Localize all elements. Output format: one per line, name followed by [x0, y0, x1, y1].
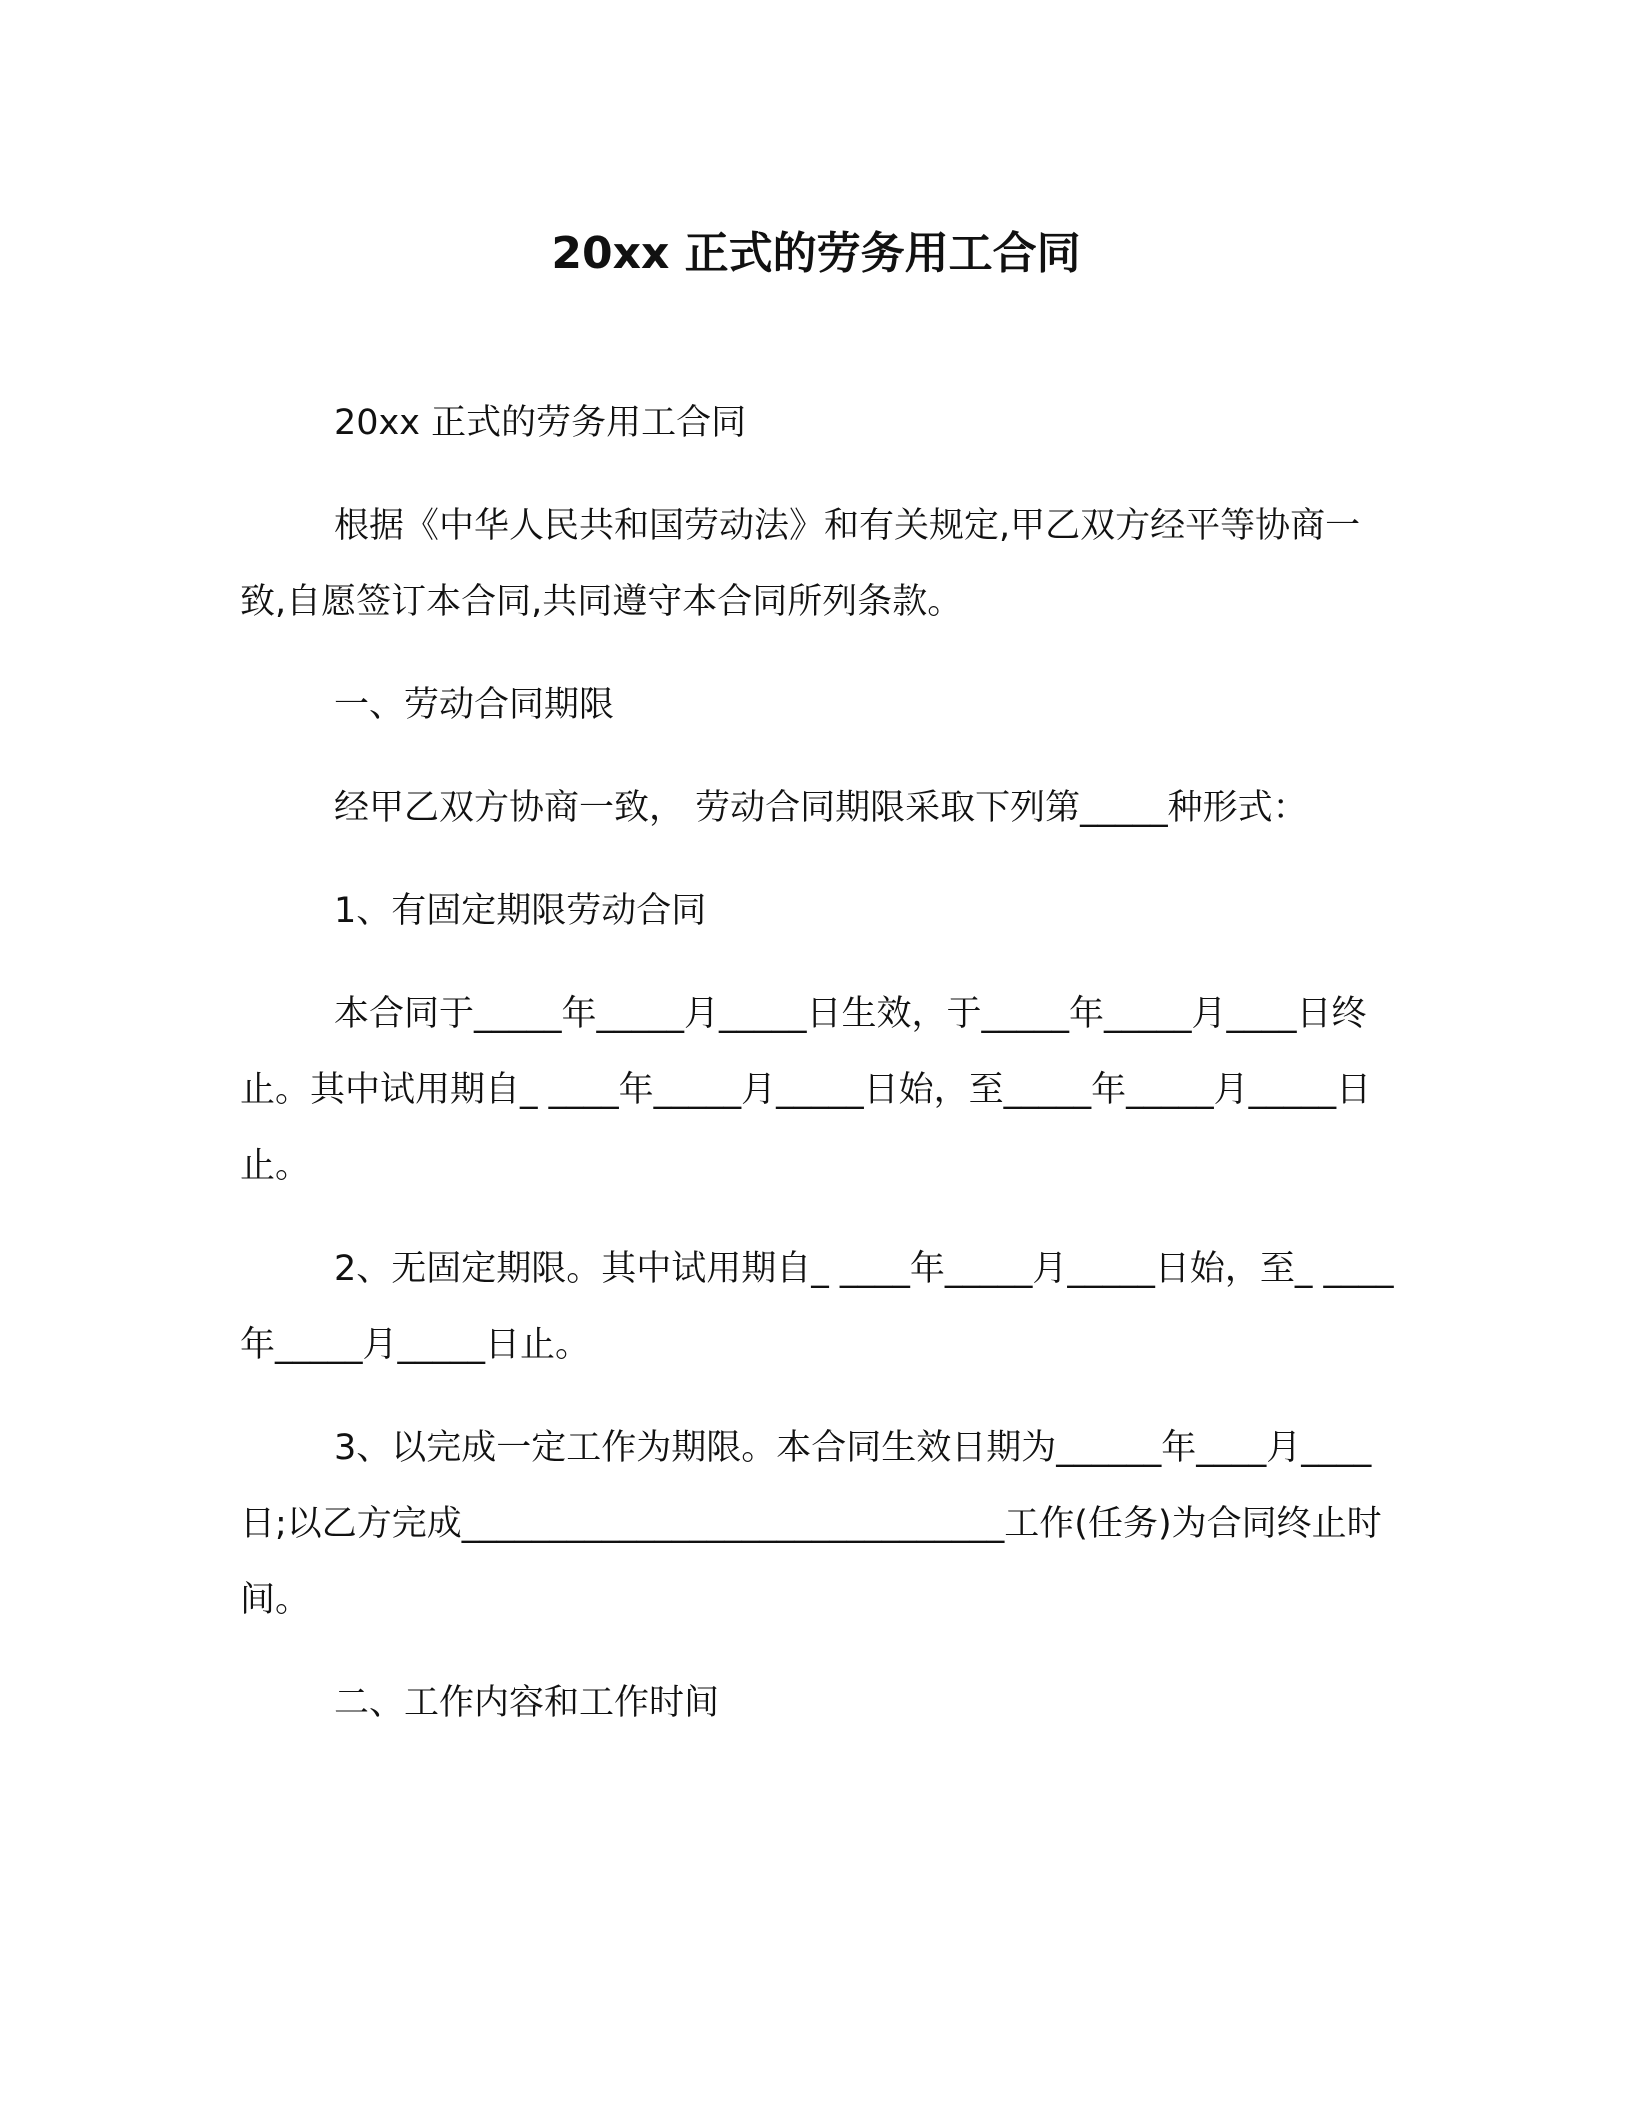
- fixed-term-heading: 1、有固定期限劳动合同: [334, 891, 707, 931]
- fixed-term-dates-paragraph: 本合同于_____年_____月_____日生效，于_____年_____月____日终止。其中试用期自_ ____年_____月_____日始，至_____年_____月_____日止。: [240, 994, 1372, 1186]
- document-body: [240, 385, 1400, 1768]
- section-heading-work-content: 二、工作内容和工作时间: [334, 1683, 720, 1723]
- contract-form-paragraph: 经甲乙双方协商一致， 劳动合同期限采取下列第_____种形式：: [334, 788, 1308, 828]
- document-title: 20xx 正式的劳务用工合同: [551, 228, 1081, 279]
- preamble-paragraph: 根据《中华人民共和国劳动法》和有关规定,甲乙双方经平等协商一致,自愿签订本合同,共同遵守本合同所列条款。: [240, 506, 1361, 622]
- task-based-term-paragraph: 3、以完成一定工作为期限。本合同生效日期为______年____月____日;以乙方完成_______________________________工作(任务)为合同终止时间。: [240, 1428, 1382, 1620]
- open-ended-term-paragraph: 2、无固定期限。其中试用期自_ ____年_____月_____日始，至_ ____年_____月_____日止。: [240, 1249, 1394, 1365]
- section-heading-contract-term: 一、劳动合同期限: [334, 685, 615, 725]
- subtitle-paragraph: 20xx 正式的劳务用工合同: [334, 403, 747, 443]
